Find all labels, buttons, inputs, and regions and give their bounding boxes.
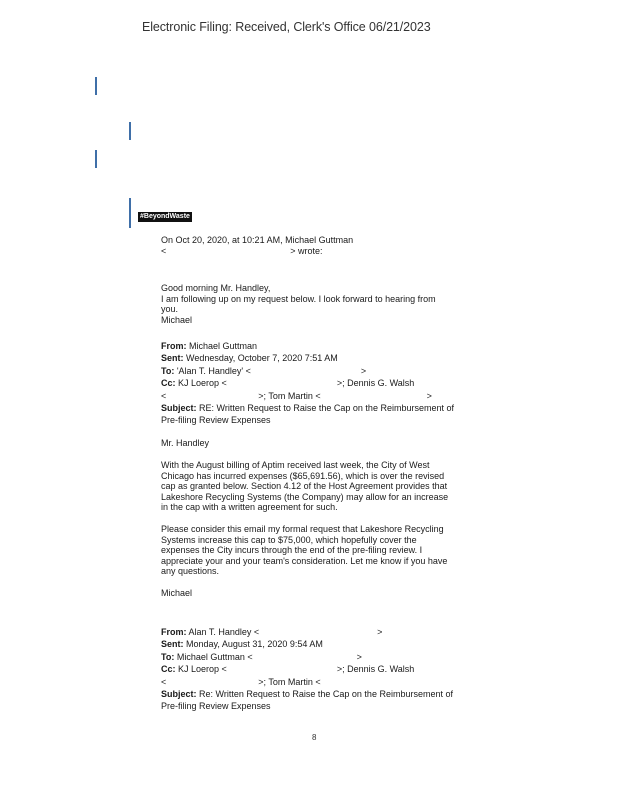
to-line: To: 'Alan T. Handley' < > (161, 365, 367, 376)
quote-bar-1 (95, 77, 97, 95)
email-header-2 (161, 626, 481, 713)
to-line: To: Michael Guttman < > (161, 651, 362, 662)
cc-line: Cc: KJ Loerop < >; Dennis G. Walsh (161, 664, 415, 675)
body-line: I am following up on my request below. I look forward to hearing from (161, 293, 436, 304)
signoff: Michael (161, 314, 193, 325)
intro-email-line: < > wrote: (161, 245, 323, 256)
body-line: you. (161, 304, 179, 314)
email-signoff: Michael (161, 588, 193, 598)
subject-line-2: Pre-filing Review Expenses (161, 701, 271, 712)
intro-block (161, 235, 481, 256)
quote-bar-2 (129, 122, 131, 140)
salutation: Mr. Handley (161, 438, 210, 448)
sent-line: Sent: Wednesday, October 7, 2020 7:51 AM (161, 353, 338, 364)
filing-stamp: Electronic Filing: Received, Clerk's Office 06/21/2023 (142, 20, 431, 34)
email-body-para-2: Please consider this email my formal request that Lakeshore Recycling Systems increase this cap to $75,000, which hopefully cover the expenses the City incurs through the end of the pre-filing review. I appreciate your and your team's consideration. Let me know if you have any questions. (161, 524, 448, 576)
from-line: From: Michael Guttman (161, 341, 258, 351)
cc-line-2: < >; Tom Martin < (161, 676, 321, 687)
email-body-para-1: With the August billing of Aptim received last week, the City of West Chicago has incurred expenses ($65,691.56), which is over the revised cap as granted below. Section 4.12 of the Host Agreement provides that Lakeshore Recycling Systems (the Company) may allow for an increase in the cap with a written agreement for such. (161, 460, 449, 512)
cc-line-2: < >; Tom Martin < > (161, 390, 432, 401)
subject-line-2: Pre-filing Review Expenses (161, 415, 271, 426)
followup-message (161, 283, 481, 325)
subject-line: Subject: RE: Written Request to Raise the Cap on the Reimbursement of (161, 403, 454, 414)
from-line: From: Alan T. Handley < > (161, 627, 383, 637)
greeting: Good morning Mr. Handley, (161, 283, 271, 293)
quote-bar-4 (129, 198, 131, 228)
page-number: 8 (312, 733, 317, 742)
subject-line: Subject: Re: Written Request to Raise the Cap on the Reimbursement of (161, 689, 453, 700)
cc-line: Cc: KJ Loerop < >; Dennis G. Walsh (161, 378, 415, 389)
intro-line: On Oct 20, 2020, at 10:21 AM, Michael Guttman (161, 235, 354, 245)
beyond-waste-tag: #BeyondWaste (140, 213, 190, 220)
quote-bar-3 (95, 150, 97, 168)
sent-line: Sent: Monday, August 31, 2020 9:54 AM (161, 639, 323, 650)
email-header-1 (161, 340, 481, 427)
